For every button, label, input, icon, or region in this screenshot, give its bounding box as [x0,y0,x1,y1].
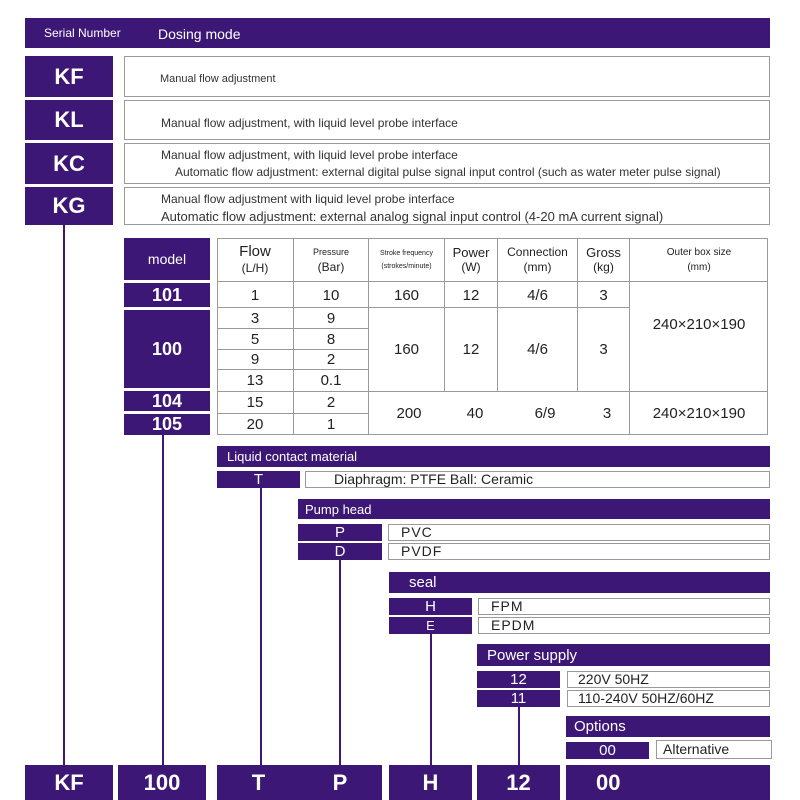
mode-code-kg: KG [25,187,113,225]
example-power: 12 [477,765,560,800]
header-connection: Connection (mm) [507,245,568,274]
power-desc-110-240v: 110-240V 50HZ/60HZ [567,690,770,707]
outer-box-value: 240×210×190 [652,405,746,422]
model-104: 104 [124,391,210,411]
example-model: 100 [118,765,206,800]
example-seal: H [389,765,472,800]
model-105: 105 [124,414,210,435]
liquid-contact-code: T [217,471,300,488]
gross-value: 3 [602,405,612,422]
connection-value: 6/9 [534,405,556,422]
header-power: Power (W) [452,245,490,274]
stroke-value: 160 [393,341,420,358]
example-pump-head: P [298,765,382,800]
power-value: 12 [462,286,480,304]
power-desc-220v: 220V 50HZ [567,671,770,688]
example-options: 00 [566,765,770,800]
seal-desc-epdm: EPDM [478,617,770,634]
model-connector-line [162,433,164,765]
flow-value: 1 [250,286,260,304]
stroke-value: 160 [393,286,420,304]
mode-code-kl: KL [25,100,113,140]
mode-desc-kc: Manual flow adjustment, with liquid level probe interface Automatic flow adjustment: external digital pulse signal input control (such as water meter pulse signal) [124,143,770,184]
pressure-value: 10 [322,286,340,304]
seal-code-h: H [389,598,472,615]
flow-value: 5 [250,330,260,348]
pump-head-desc-pvc: PVC [388,524,770,541]
options-code-00: 00 [566,742,649,759]
mode-desc-kg: Manual flow adjustment with liquid level probe interface Automatic flow adjustment: external analog signal input control (4-20 mA current signal) [124,187,770,225]
liquid-contact-desc: Diaphragm: PTFE Ball: Ceramic [305,471,770,488]
power-code-12: 12 [477,671,560,688]
options-title: Options [566,716,770,737]
material-connector-line [260,488,262,765]
model-101: 101 [124,283,210,307]
pressure-value: 8 [326,330,336,348]
header-outer-box: Outer box size (mm) [666,247,732,273]
flow-value: 13 [246,372,264,389]
header-pressure: Pressure (Bar) [312,247,349,274]
power-supply-title: Power supply [477,644,770,666]
serial-number-header: Serial Number [44,26,121,40]
outer-box-value: 240×210×190 [652,315,746,333]
example-material: T [217,765,300,800]
header-gross: Gross (kg) [586,245,621,274]
liquid-contact-title: Liquid contact material [217,446,770,467]
flow-value: 9 [250,351,260,368]
pressure-value: 9 [326,309,336,327]
mode-code-kf: KF [25,56,113,97]
stroke-value: 200 [396,405,422,422]
flow-value: 20 [246,416,264,433]
model-label: model [124,238,210,280]
pressure-value: 2 [326,394,336,411]
pump-head-desc-pvdf: PVDF [388,543,770,560]
seal-title: seal [389,572,770,593]
dosing-mode-header: Dosing mode [158,26,241,42]
options-desc-alternative: Alternative [656,740,772,759]
pump-head-title: Pump head [298,499,770,519]
pressure-value: 2 [326,351,336,368]
flow-value: 3 [250,309,260,327]
power-value: 12 [462,341,480,358]
grid-h-header [217,281,768,282]
serial-connector-line [63,225,65,765]
header-stroke-frequency: Stroke frequency (strokes/minute) [380,250,433,270]
example-serial: KF [25,765,113,800]
seal-connector-line [430,633,432,765]
mode-code-kc: KC [25,143,113,184]
model-100: 100 [124,310,210,388]
connection-value: 4/6 [527,341,548,358]
connection-value: 4/6 [527,286,548,304]
pump-head-code-p: P [298,524,382,541]
header-flow: Flow (L/H) [239,243,271,275]
seal-desc-fpm: FPM [478,598,770,615]
mode-desc-kl: Manual flow adjustment, with liquid level probe interface [124,100,770,140]
power-code-11: 11 [477,690,560,707]
gross-value: 3 [599,286,608,304]
seal-code-e: E [389,617,472,634]
gross-value: 3 [599,341,608,358]
power-value: 40 [466,405,484,422]
pump-head-code-d: D [298,543,382,560]
pressure-value: 1 [326,416,336,433]
pressure-value: 0.1 [320,372,342,389]
mode-desc-kf: Manual flow adjustment [124,56,770,97]
pump-head-connector-line [339,560,341,765]
header-bar [25,18,770,48]
power-connector-line [518,707,520,765]
flow-value: 15 [246,394,264,411]
